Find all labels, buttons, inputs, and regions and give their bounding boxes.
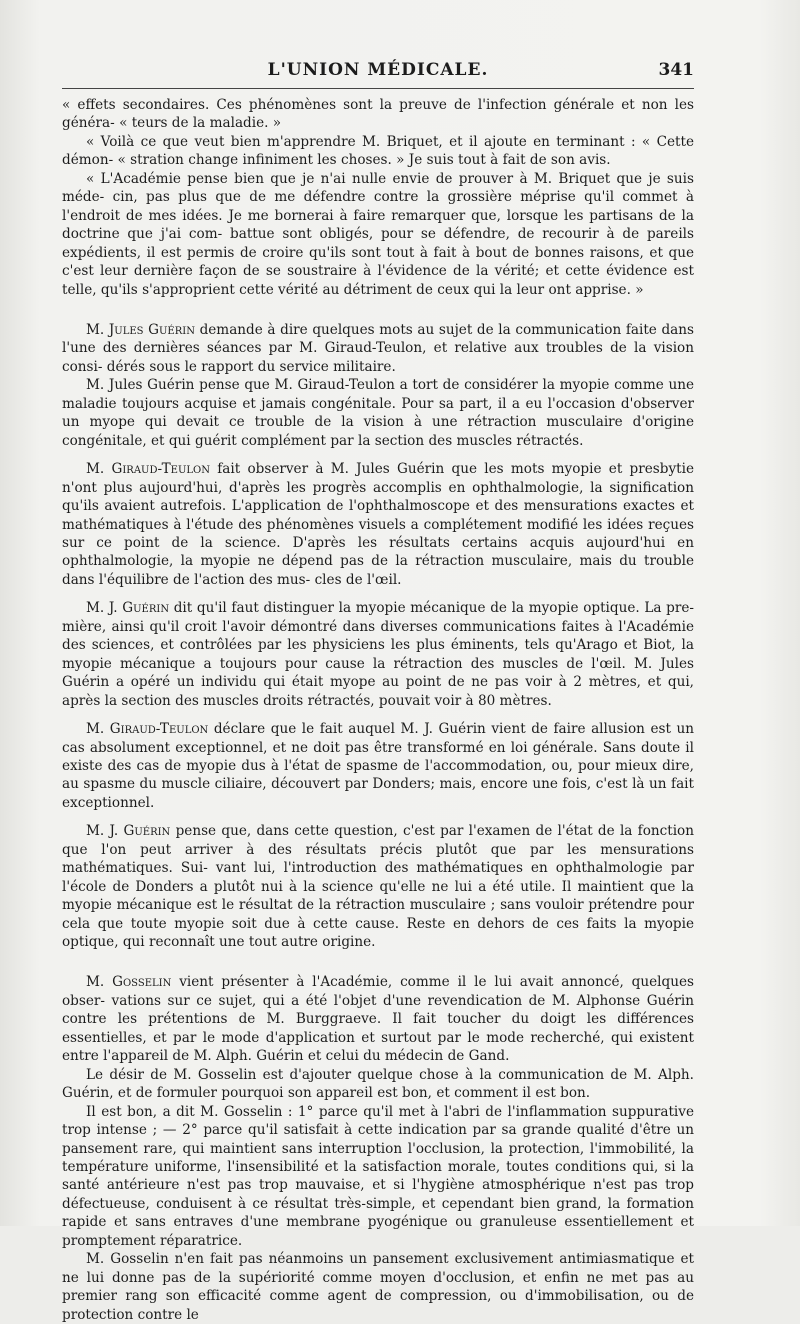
paragraph-text: Le désir de M. Gosselin est d'ajouter quelque chose à la communication de M. Alph. Guérin, et de formuler pourquoi son appareil est bon, et comment il est bon. — [62, 1066, 694, 1102]
paragraph — [62, 1250, 694, 1324]
paragraph — [62, 460, 694, 589]
paragraph-text: « L'Académie pense bien que je n'ai nulle envie de prouver à M. Briquet que je suis méde- cin, pas plus que de me défendre contre la grossière méprise qu'il commet à l'endroit de mes idées. Je me bornerai à faire remarquer que, lorsque les partisans de la doctrine que j'ai com- battue sont obligés, pour se défendre, de recourir à de pareils expédients, il est permis de croire qu'ils sont tout à fait à bout de bonnes raisons, et que c'est leur dernière façon de se soustraire à l'évidence de la vérité; et cette évidence est telle, qu'ils s'approprient cette vérité au détriment de ceux qui la leur ont apprise. » — [62, 170, 694, 298]
page-number: 341 — [658, 60, 694, 80]
paragraph-text: M. Gosselin n'en fait pas néanmoins un pansement exclusivement antimiasmatique et ne lui donne pas de la supériorité comme moyen d'occlusion, et enfin ne met pas au premier rang son efficacité comme agent de compression, ou d'immobilisation, ou de protection contre le — [62, 1251, 694, 1323]
paragraph-text: demande à dire quelques mots au sujet de la communication faite dans l'une des dernières séances par M. Giraud-Teulon, et relative aux troubles de la vision consi- dérés sous le rapport du service militaire. — [62, 321, 694, 375]
paragraph — [62, 376, 694, 450]
paragraph-text: vient présenter à l'Académie, comme il le lui avait annoncé, quelques obser- vations sur ce sujet, qui a été l'objet d'une revendication de M. Alphonse Guérin contre les prétentions de M. Burggraeve. Il fait toucher du doigt les différences essentielles, et par le mode d'application et surtout par le mode recherché, qui existent entre l'appareil de M. Alph. Guérin et celui du médecin de Gand. — [62, 974, 694, 1065]
speaker-name: M. J. Guérin — [86, 823, 171, 840]
paragraph — [62, 973, 694, 1065]
speaker-name: M. Giraud-Teulon — [86, 461, 210, 478]
paragraph — [62, 822, 694, 951]
paragraph-text: Il est bon, a dit M. Gosselin : 1° parce qu'il met à l'abri de l'inflammation suppurative trop intense ; — 2° parce qu'il satisfait à cette indication par sa grande qualité d'être un pansement rare, qui maintient sans interruption l'occlusion, la protection, l'immobilité, la température uniforme, l'insensibilité et la satisfaction morale, toutes conditions qui, si la santé antérieure n'est pas trop mauvaise, et si l'hygiène atmosphérique n'est pas trop défectueuse, conduisent à ce résultat très-simple, et cependant bien grand, la formation rapide et sans entraves d'une membrane pyogénique ou granuleuse essentiellement et promptement réparatrice. — [62, 1103, 694, 1249]
speaker-name: M. J. Guérin — [86, 600, 170, 617]
paragraph — [62, 1103, 694, 1251]
paragraph — [62, 720, 694, 812]
speaker-name: M. Jules Guérin — [86, 321, 195, 338]
running-header — [62, 58, 694, 89]
paragraph — [62, 321, 694, 376]
paragraph-text: pense que, dans cette question, c'est par l'examen de l'état de la fonction que l'on peut arriver à des résultats précis plutôt que par les mensurations mathématiques. Sui- vant lui, l'introduction des mathématiques en ophthalmologie par l'école de Donders a plutôt nui à la science qu'elle ne lui a été utile. Il maintient que la myopie mécanique est le résultat de la rétraction musculaire ; sans vouloir prétendre pour cela que toute myopie soit due à cette cause. Reste en dehors de ces faits la myopie optique, qui reconnaît une tout autre origine. — [62, 823, 694, 951]
paragraph-text: « effets secondaires. Ces phénomènes sont la preuve de l'infection générale et non les généra- « teurs de la maladie. » — [62, 97, 694, 132]
paragraph-text: M. Jules Guérin pense que M. Giraud-Teulon a tort de considérer la myopie comme une maladie toujours acquise et jamais congénitale. Pour sa part, il a eu l'occasion d'observer un myope qui devait ce trouble de la vision à une rétraction musculaire d'origine congénitale, et qui guérit complément par la section des muscles rétractés. — [62, 377, 694, 449]
paragraph-text: dit qu'il faut distinguer la myopie mécanique de la myopie optique. La pre- mière, ainsi qu'il croit l'avoir démontré dans diverses communications faites à l'Académie des sciences, et contrôlées par les physiciens les plus éminents, tels qu'Arago et Biot, la myopie mécanique a toujours pour cause la rétraction des muscles de l'œil. M. Jules Guérin a opéré un individu qui était myope au point de ne pas voir à 2 mètres, et qui, après la section des muscles droits rétractés, pouvait voir à 80 mètres. — [62, 600, 694, 709]
paragraph — [62, 170, 694, 299]
paragraph — [62, 599, 694, 710]
running-title: L'UNION MÉDICALE. — [267, 60, 489, 80]
paragraph — [62, 96, 694, 133]
paragraph-text: fait observer à M. Jules Guérin que les mots myopie et presbytie n'ont plus aujourd'hui, d'après les progrès accomplis en ophthalmologie, la signification qu'ils avaient autrefois. L'application de l'ophthalmoscope et des mensurations exactes et mathématiques à l'étude des phénomènes visuels a complétement modifié les idées reçues sur ce point de la science. D'après les résultats certains acquis aujourd'hui en ophthalmologie, la myopie ne dépend pas de la rétraction musculaire, mais du trouble dans l'équilibre de l'action des mus- cles de l'œil. — [62, 461, 694, 588]
paragraph — [62, 1066, 694, 1103]
speaker-name: M. Gosselin — [86, 974, 172, 991]
body-text — [62, 96, 694, 1324]
paragraph — [62, 133, 694, 170]
paragraph-text: déclare que le fait auquel M. J. Guérin vient de faire allusion est un cas absolument exceptionnel, et ne doit pas être transformé en loi générale. Sans doute il existe des cas de myopie dus à l'état de spasme de l'accommodation, ou, pour mieux dire, au spasme du muscle ciliaire, découvert par Donders; mais, encore une fois, c'est là un fait exceptionnel. — [62, 721, 694, 811]
speaker-name: M. Giraud-Teulon — [86, 721, 209, 738]
paragraph-text: « Voilà ce que veut bien m'apprendre M. Briquet, et il ajoute en terminant : « Cette démon- « stration change infiniment les choses. » Je suis tout à fait de son avis. — [62, 133, 694, 169]
